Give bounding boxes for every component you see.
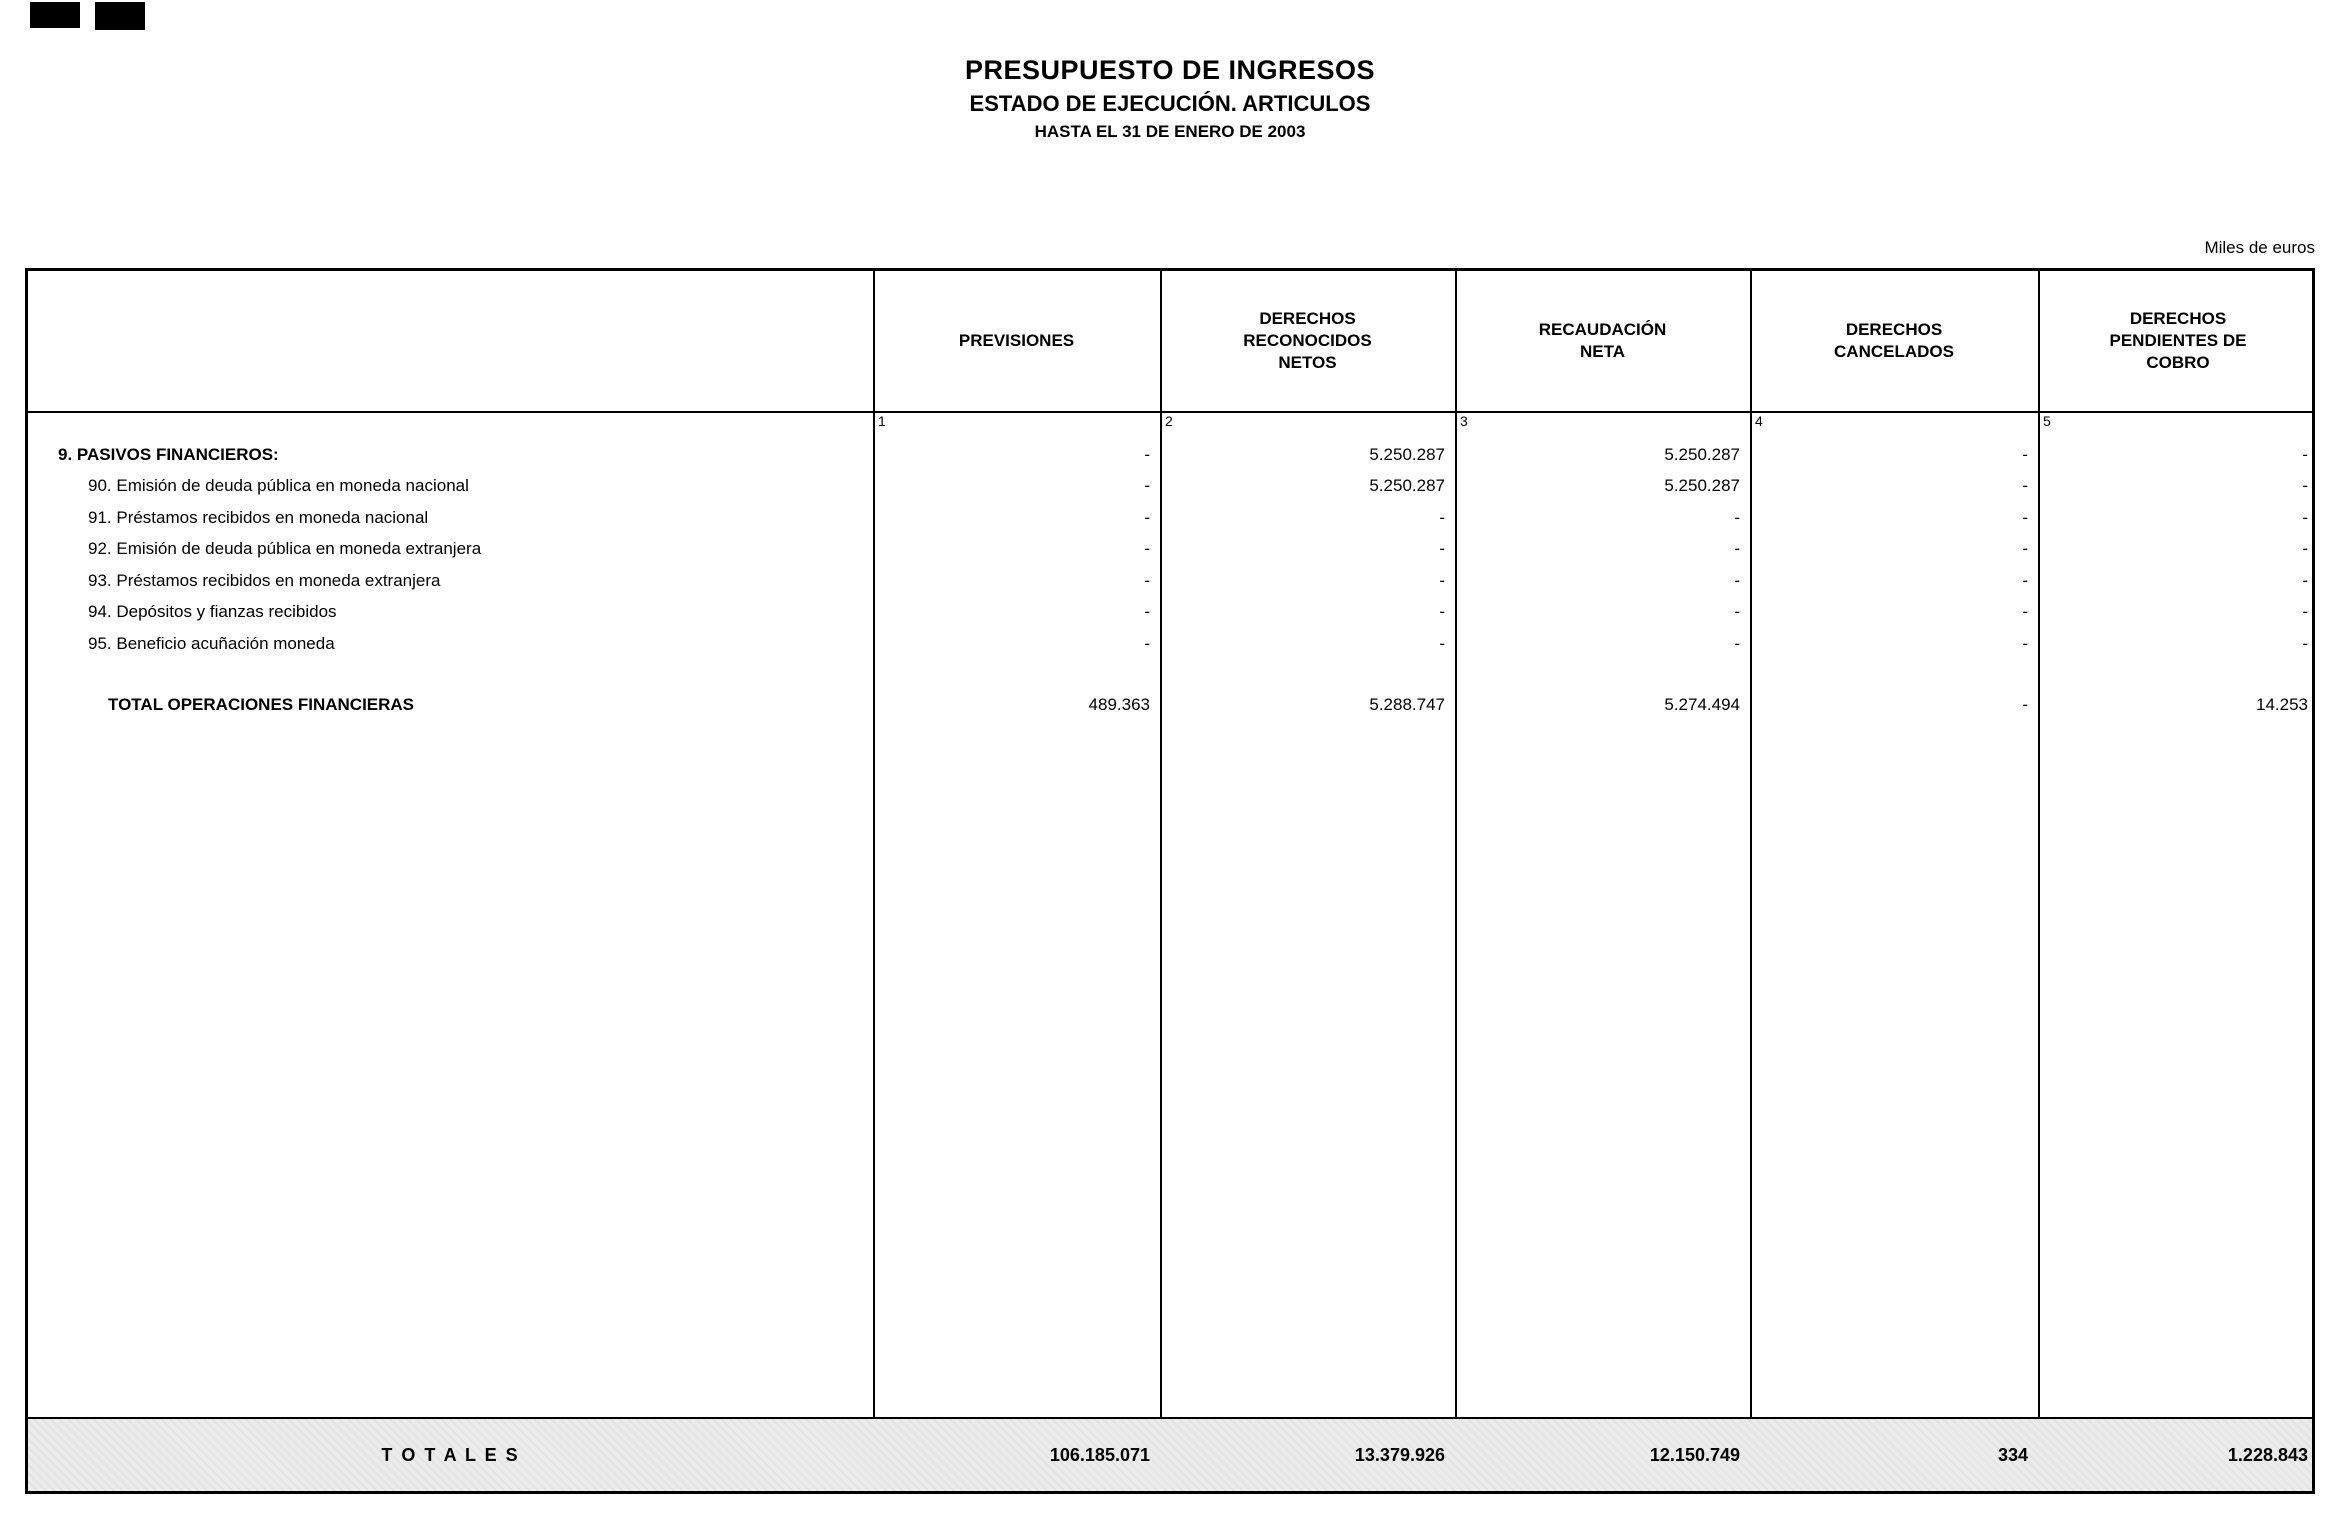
col-header-previsiones [873,271,1160,411]
row-value: 5.250.287 [1369,444,1445,464]
page-subtitle: ESTADO DE EJECUCIÓN. ARTICULOS [969,91,1371,116]
col-header-derechos-pendientes [2038,271,2318,411]
row-value: - [2302,444,2308,464]
column-index: 2 [1165,413,1173,429]
col-header-label: DERECHOS RECONOCIDOS NETOS [1243,308,1372,373]
row-value: - [1439,570,1445,590]
row-label: 92. Emisión de deuda pública en moneda extranjera [88,539,482,559]
row-label: TOTAL OPERACIONES FINANCIERAS [108,695,415,715]
totals-value: 1.228.843 [2227,1444,2308,1465]
row-value: 489.363 [1088,695,1150,715]
budget-table [25,268,2315,1494]
column-index: 1 [878,413,886,429]
table-rows [28,439,2312,721]
row-value: - [1439,633,1445,653]
col-header-empty [28,271,873,411]
row-value: - [2302,476,2308,496]
totals-row [28,1417,2312,1491]
table-body [28,413,2312,721]
row-value: - [2022,695,2028,715]
row-value: - [1144,444,1150,464]
column-index-row [28,413,2312,439]
row-label: 95. Beneficio acuñación moneda [88,633,335,653]
row-value: - [1734,602,1740,622]
row-value: 14.253 [2256,695,2308,715]
row-label: 94. Depósitos y fianzas recibidos [88,602,337,622]
row-value: 5.274.494 [1664,695,1740,715]
row-value: 5.250.287 [1664,444,1740,464]
row-label: 91. Préstamos recibidos en moneda nacional [88,507,429,527]
row-value: - [2302,602,2308,622]
row-value: - [2022,476,2028,496]
totals-value: 106.185.071 [1049,1444,1150,1465]
row-value: - [1734,539,1740,559]
row-value: - [2022,539,2028,559]
row-label: 93. Préstamos recibidos en moneda extranjera [88,570,441,590]
column-index: 5 [2043,413,2051,429]
table-row [28,471,2312,503]
column-index-empty [28,413,873,439]
page-period: HASTA EL 31 DE ENERO DE 2003 [1034,122,1306,141]
row-value: - [2022,633,2028,653]
column-index: 4 [1755,413,1763,429]
scan-artifact [95,2,145,30]
row-value: - [1144,539,1150,559]
table-header [28,271,2312,413]
col-header-label: PREVISIONES [958,330,1075,350]
row-value: - [1144,570,1150,590]
row-value: - [1144,507,1150,527]
row-value: - [1734,570,1740,590]
table-row [28,502,2312,534]
row-value: - [1144,633,1150,653]
row-value: - [2022,570,2028,590]
row-value: 5.250.287 [1664,476,1740,496]
scan-artifact [30,2,80,28]
row-value: 5.250.287 [1369,476,1445,496]
row-value: - [2022,444,2028,464]
totals-value: 12.150.749 [1649,1444,1740,1465]
row-value: - [1439,539,1445,559]
row-value: - [2302,539,2308,559]
totals-label: T O T A L E S [381,1444,520,1465]
table-row [28,534,2312,566]
row-value: 5.288.747 [1369,695,1445,715]
row-value: - [1439,602,1445,622]
col-header-label: RECAUDACIÓN NETA [1538,319,1667,361]
table-row [28,597,2312,629]
table-row [28,439,2312,471]
col-header-derechos-cancelados [1750,271,2038,411]
table-row [28,565,2312,597]
row-label: 90. Emisión de deuda pública en moneda nacional [88,476,469,496]
col-header-label: DERECHOS CANCELADOS [1834,319,1954,361]
row-value: - [1144,602,1150,622]
col-header-derechos-reconocidos [1160,271,1455,411]
row-value: - [1734,507,1740,527]
title-block [0,55,2340,142]
row-value: - [1439,507,1445,527]
units-note: Miles de euros [2204,238,2315,257]
row-value: - [2302,633,2308,653]
page-title: PRESUPUESTO DE INGRESOS [964,55,1376,85]
column-index: 3 [1460,413,1468,429]
row-value: - [2022,602,2028,622]
col-header-recaudacion-neta [1455,271,1750,411]
col-header-label: DERECHOS PENDIENTES DE COBRO [2109,308,2247,373]
totals-value: 13.379.926 [1354,1444,1445,1465]
row-value: - [2302,570,2308,590]
table-row [28,690,2312,722]
table-row [28,628,2312,660]
row-label: 9. PASIVOS FINANCIEROS: [58,444,279,464]
row-value: - [1144,476,1150,496]
row-value: - [1734,633,1740,653]
row-value: - [2022,507,2028,527]
totals-value: 334 [1997,1444,2028,1465]
row-value: - [2302,507,2308,527]
